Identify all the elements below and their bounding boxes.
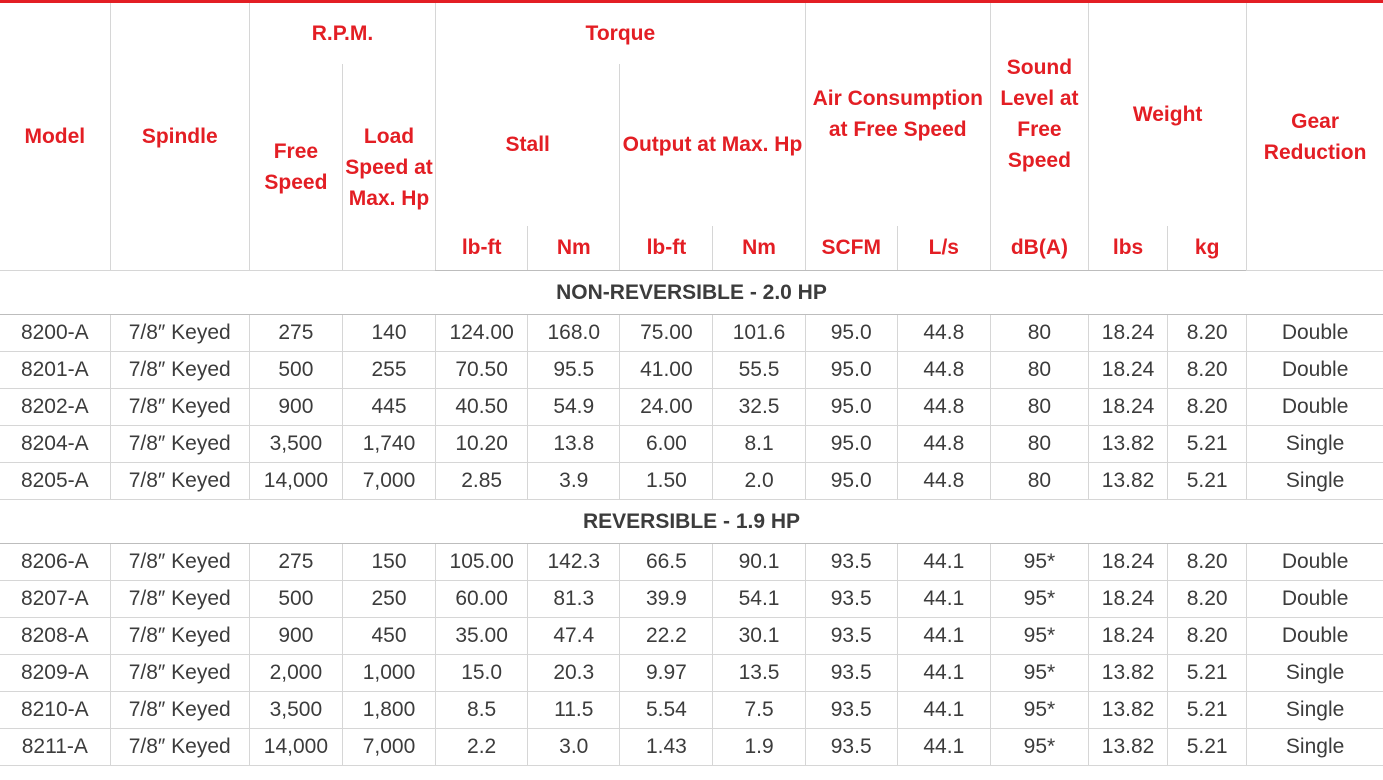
cell-free-speed: 500 <box>249 352 342 389</box>
cell-stall-lbft: 40.50 <box>436 389 528 426</box>
cell-gear-reduction: Double <box>1247 618 1383 655</box>
header-free-speed: Free Speed <box>249 64 342 271</box>
cell-ls: 44.1 <box>897 729 990 766</box>
cell-scfm: 95.0 <box>805 352 897 389</box>
cell-load-speed: 1,000 <box>342 655 435 692</box>
cell-gear-reduction: Double <box>1247 352 1383 389</box>
cell-scfm: 95.0 <box>805 463 897 500</box>
cell-model: 8207-A <box>0 581 110 618</box>
cell-scfm: 95.0 <box>805 426 897 463</box>
cell-ls: 44.1 <box>897 655 990 692</box>
cell-load-speed: 7,000 <box>342 729 435 766</box>
cell-output-lbft: 75.00 <box>620 315 713 352</box>
cell-model: 8211-A <box>0 729 110 766</box>
cell-scfm: 93.5 <box>805 581 897 618</box>
cell-spindle: 7/8″ Keyed <box>110 655 249 692</box>
cell-kg: 8.20 <box>1168 352 1247 389</box>
cell-output-lbft: 5.54 <box>620 692 713 729</box>
cell-stall-nm: 3.9 <box>528 463 620 500</box>
table-row <box>0 389 1383 426</box>
cell-ls: 44.8 <box>897 315 990 352</box>
header-spindle: Spindle <box>110 3 249 271</box>
table-row <box>0 426 1383 463</box>
cell-scfm: 93.5 <box>805 692 897 729</box>
header-air-consumption: Air Consumption at Free Speed <box>805 3 990 226</box>
cell-output-nm: 54.1 <box>713 581 805 618</box>
unit-dba: dB(A) <box>990 226 1088 271</box>
cell-stall-nm: 95.5 <box>528 352 620 389</box>
cell-ls: 44.1 <box>897 618 990 655</box>
cell-gear-reduction: Single <box>1247 729 1383 766</box>
table-row <box>0 463 1383 500</box>
cell-kg: 8.20 <box>1168 315 1247 352</box>
cell-load-speed: 150 <box>342 544 435 581</box>
unit-kg: kg <box>1168 226 1247 271</box>
cell-model: 8202-A <box>0 389 110 426</box>
cell-dba: 80 <box>990 315 1088 352</box>
cell-output-lbft: 1.43 <box>620 729 713 766</box>
header-rpm: R.P.M. <box>249 3 435 64</box>
cell-kg: 8.20 <box>1168 581 1247 618</box>
cell-spindle: 7/8″ Keyed <box>110 692 249 729</box>
cell-stall-lbft: 105.00 <box>436 544 528 581</box>
cell-stall-lbft: 124.00 <box>436 315 528 352</box>
cell-dba: 80 <box>990 426 1088 463</box>
specifications-table <box>0 3 1383 766</box>
header-sound-level: Sound Level at Free Speed <box>990 3 1088 226</box>
cell-stall-nm: 142.3 <box>528 544 620 581</box>
cell-stall-lbft: 15.0 <box>436 655 528 692</box>
cell-ls: 44.1 <box>897 581 990 618</box>
cell-free-speed: 3,500 <box>249 426 342 463</box>
cell-lbs: 18.24 <box>1089 315 1168 352</box>
cell-kg: 5.21 <box>1168 463 1247 500</box>
cell-load-speed: 445 <box>342 389 435 426</box>
cell-lbs: 13.82 <box>1089 655 1168 692</box>
cell-dba: 80 <box>990 352 1088 389</box>
cell-stall-nm: 81.3 <box>528 581 620 618</box>
unit-ls: L/s <box>897 226 990 271</box>
cell-stall-nm: 168.0 <box>528 315 620 352</box>
cell-load-speed: 7,000 <box>342 463 435 500</box>
cell-lbs: 13.82 <box>1089 729 1168 766</box>
cell-scfm: 93.5 <box>805 729 897 766</box>
cell-stall-nm: 47.4 <box>528 618 620 655</box>
cell-ls: 44.8 <box>897 389 990 426</box>
cell-output-lbft: 41.00 <box>620 352 713 389</box>
cell-gear-reduction: Double <box>1247 581 1383 618</box>
cell-model: 8210-A <box>0 692 110 729</box>
cell-stall-nm: 11.5 <box>528 692 620 729</box>
section-title: NON-REVERSIBLE - 2.0 HP <box>0 271 1383 315</box>
cell-output-lbft: 39.9 <box>620 581 713 618</box>
cell-gear-reduction: Double <box>1247 315 1383 352</box>
cell-load-speed: 255 <box>342 352 435 389</box>
cell-output-nm: 13.5 <box>713 655 805 692</box>
cell-gear-reduction: Single <box>1247 692 1383 729</box>
cell-spindle: 7/8″ Keyed <box>110 315 249 352</box>
cell-lbs: 13.82 <box>1089 463 1168 500</box>
cell-load-speed: 140 <box>342 315 435 352</box>
cell-model: 8205-A <box>0 463 110 500</box>
cell-free-speed: 500 <box>249 581 342 618</box>
cell-kg: 5.21 <box>1168 426 1247 463</box>
cell-stall-nm: 20.3 <box>528 655 620 692</box>
cell-spindle: 7/8″ Keyed <box>110 389 249 426</box>
cell-free-speed: 14,000 <box>249 463 342 500</box>
cell-output-nm: 30.1 <box>713 618 805 655</box>
table-body <box>0 271 1383 766</box>
cell-dba: 95* <box>990 581 1088 618</box>
cell-dba: 80 <box>990 463 1088 500</box>
cell-output-lbft: 1.50 <box>620 463 713 500</box>
table-row <box>0 692 1383 729</box>
cell-spindle: 7/8″ Keyed <box>110 463 249 500</box>
cell-gear-reduction: Single <box>1247 426 1383 463</box>
cell-ls: 44.8 <box>897 352 990 389</box>
cell-stall-nm: 54.9 <box>528 389 620 426</box>
cell-output-nm: 2.0 <box>713 463 805 500</box>
cell-model: 8208-A <box>0 618 110 655</box>
cell-ls: 44.8 <box>897 463 990 500</box>
cell-model: 8209-A <box>0 655 110 692</box>
cell-output-nm: 1.9 <box>713 729 805 766</box>
cell-load-speed: 450 <box>342 618 435 655</box>
unit-stall-nm: Nm <box>528 226 620 271</box>
unit-lbs: lbs <box>1089 226 1168 271</box>
header-load-speed: Load Speed at Max. Hp <box>342 64 435 271</box>
cell-dba: 95* <box>990 544 1088 581</box>
cell-lbs: 18.24 <box>1089 389 1168 426</box>
cell-model: 8204-A <box>0 426 110 463</box>
cell-spindle: 7/8″ Keyed <box>110 618 249 655</box>
cell-kg: 8.20 <box>1168 618 1247 655</box>
cell-output-lbft: 66.5 <box>620 544 713 581</box>
cell-kg: 5.21 <box>1168 655 1247 692</box>
table-row <box>0 618 1383 655</box>
cell-output-nm: 90.1 <box>713 544 805 581</box>
cell-spindle: 7/8″ Keyed <box>110 729 249 766</box>
section-header-row <box>0 271 1383 315</box>
cell-model: 8201-A <box>0 352 110 389</box>
cell-stall-lbft: 70.50 <box>436 352 528 389</box>
cell-lbs: 18.24 <box>1089 581 1168 618</box>
unit-stall-lbft: lb-ft <box>436 226 528 271</box>
cell-gear-reduction: Double <box>1247 389 1383 426</box>
cell-free-speed: 14,000 <box>249 729 342 766</box>
cell-free-speed: 900 <box>249 618 342 655</box>
cell-load-speed: 250 <box>342 581 435 618</box>
header-output: Output at Max. Hp <box>620 64 805 226</box>
cell-spindle: 7/8″ Keyed <box>110 352 249 389</box>
cell-free-speed: 275 <box>249 315 342 352</box>
table-row <box>0 315 1383 352</box>
cell-free-speed: 275 <box>249 544 342 581</box>
cell-scfm: 93.5 <box>805 618 897 655</box>
cell-gear-reduction: Single <box>1247 463 1383 500</box>
header-gear-reduction: Gear Reduction <box>1247 3 1383 271</box>
cell-kg: 8.20 <box>1168 389 1247 426</box>
cell-stall-nm: 13.8 <box>528 426 620 463</box>
cell-output-nm: 8.1 <box>713 426 805 463</box>
header-stall: Stall <box>436 64 620 226</box>
table-row <box>0 729 1383 766</box>
cell-load-speed: 1,800 <box>342 692 435 729</box>
header-torque: Torque <box>436 3 806 64</box>
cell-stall-lbft: 60.00 <box>436 581 528 618</box>
table-row <box>0 581 1383 618</box>
cell-spindle: 7/8″ Keyed <box>110 544 249 581</box>
cell-ls: 44.1 <box>897 692 990 729</box>
cell-free-speed: 3,500 <box>249 692 342 729</box>
cell-lbs: 18.24 <box>1089 544 1168 581</box>
cell-ls: 44.1 <box>897 544 990 581</box>
cell-lbs: 18.24 <box>1089 352 1168 389</box>
cell-dba: 95* <box>990 618 1088 655</box>
cell-lbs: 18.24 <box>1089 618 1168 655</box>
unit-scfm: SCFM <box>805 226 897 271</box>
unit-output-lbft: lb-ft <box>620 226 713 271</box>
table-row <box>0 655 1383 692</box>
cell-spindle: 7/8″ Keyed <box>110 426 249 463</box>
cell-ls: 44.8 <box>897 426 990 463</box>
table-row <box>0 352 1383 389</box>
cell-scfm: 95.0 <box>805 315 897 352</box>
cell-dba: 80 <box>990 389 1088 426</box>
table-row <box>0 544 1383 581</box>
cell-dba: 95* <box>990 692 1088 729</box>
cell-gear-reduction: Single <box>1247 655 1383 692</box>
cell-stall-lbft: 2.2 <box>436 729 528 766</box>
cell-dba: 95* <box>990 729 1088 766</box>
cell-output-nm: 7.5 <box>713 692 805 729</box>
cell-lbs: 13.82 <box>1089 692 1168 729</box>
cell-model: 8206-A <box>0 544 110 581</box>
cell-scfm: 93.5 <box>805 544 897 581</box>
cell-spindle: 7/8″ Keyed <box>110 581 249 618</box>
cell-kg: 5.21 <box>1168 692 1247 729</box>
cell-gear-reduction: Double <box>1247 544 1383 581</box>
cell-stall-lbft: 8.5 <box>436 692 528 729</box>
cell-output-lbft: 24.00 <box>620 389 713 426</box>
cell-stall-lbft: 10.20 <box>436 426 528 463</box>
table-header <box>0 3 1383 271</box>
cell-lbs: 13.82 <box>1089 426 1168 463</box>
section-header-row <box>0 500 1383 544</box>
header-model: Model <box>24 125 86 148</box>
cell-free-speed: 2,000 <box>249 655 342 692</box>
cell-kg: 5.21 <box>1168 729 1247 766</box>
cell-load-speed: 1,740 <box>342 426 435 463</box>
cell-scfm: 95.0 <box>805 389 897 426</box>
cell-model: 8200-A <box>0 315 110 352</box>
header-weight: Weight <box>1089 3 1247 226</box>
cell-output-lbft: 9.97 <box>620 655 713 692</box>
cell-stall-lbft: 35.00 <box>436 618 528 655</box>
cell-scfm: 93.5 <box>805 655 897 692</box>
cell-output-nm: 55.5 <box>713 352 805 389</box>
cell-free-speed: 900 <box>249 389 342 426</box>
cell-output-nm: 101.6 <box>713 315 805 352</box>
cell-stall-lbft: 2.85 <box>436 463 528 500</box>
cell-output-lbft: 22.2 <box>620 618 713 655</box>
cell-dba: 95* <box>990 655 1088 692</box>
section-title: REVERSIBLE - 1.9 HP <box>0 500 1383 544</box>
cell-output-nm: 32.5 <box>713 389 805 426</box>
cell-output-lbft: 6.00 <box>620 426 713 463</box>
cell-kg: 8.20 <box>1168 544 1247 581</box>
cell-stall-nm: 3.0 <box>528 729 620 766</box>
unit-output-nm: Nm <box>713 226 805 271</box>
